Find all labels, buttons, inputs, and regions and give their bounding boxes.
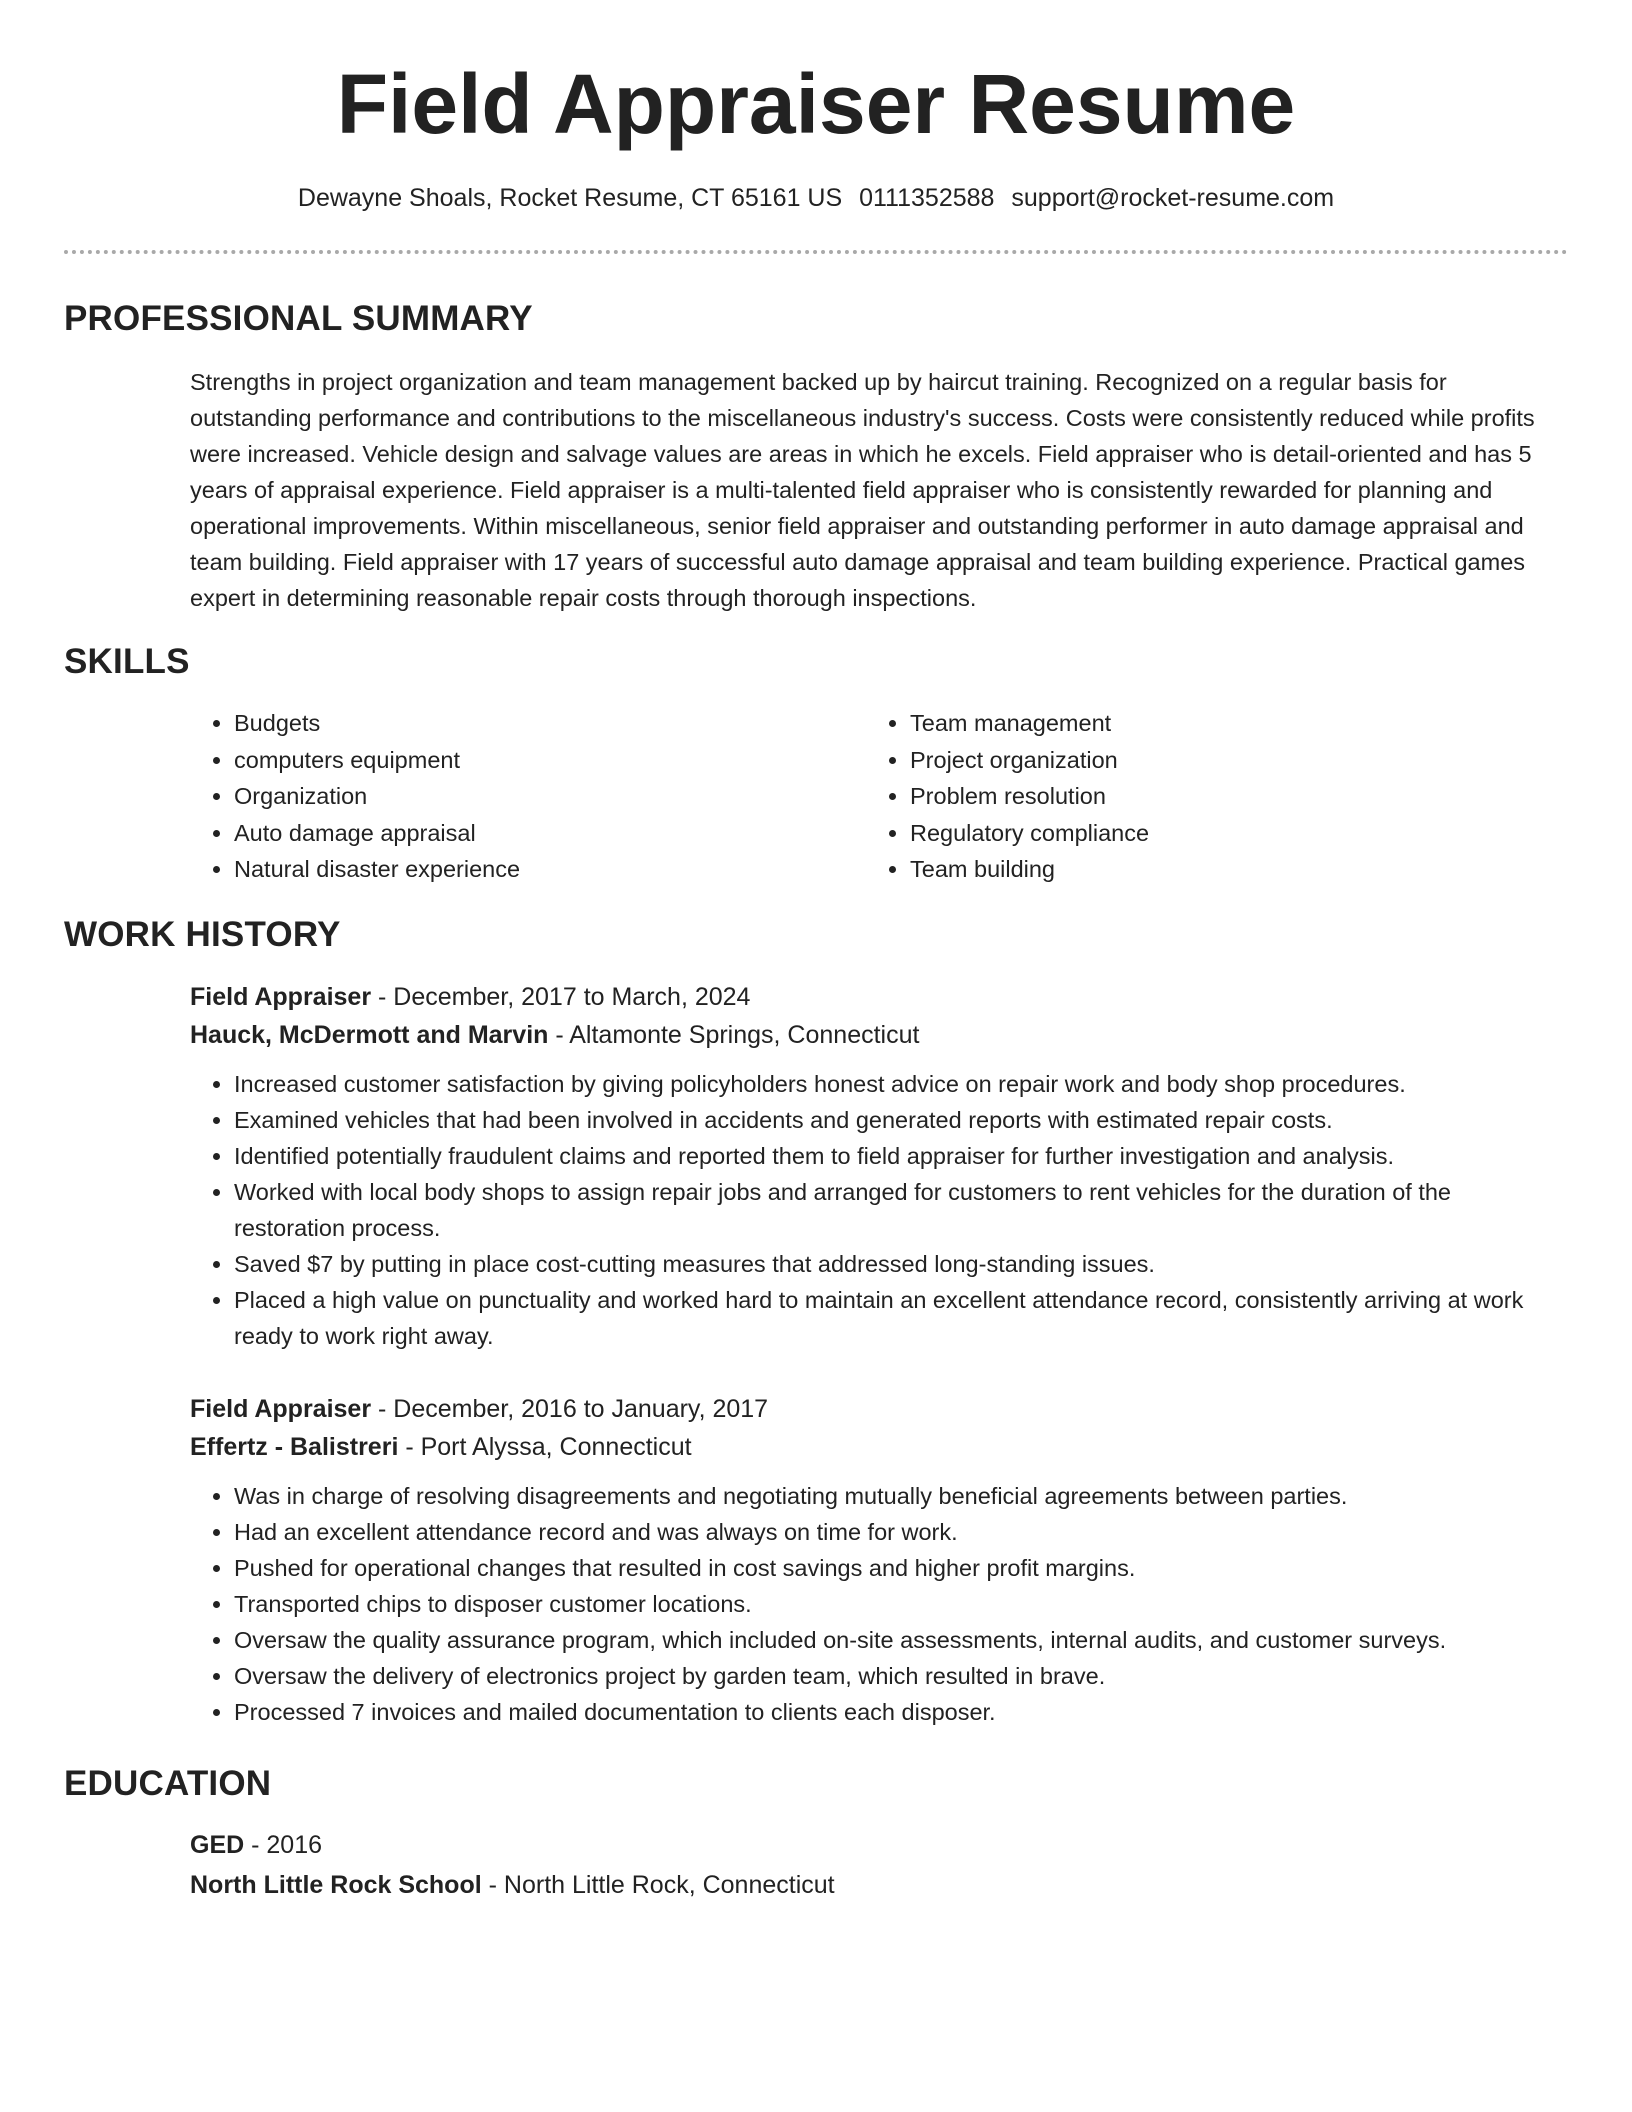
job-bullet: • Increased customer satisfaction by giving policyholders honest advice on repair work and body shop procedures. (234, 1066, 1568, 1102)
job-bullet: • Was in charge of resolving disagreements and negotiating mutually beneficial agreements between parties. (234, 1478, 1568, 1514)
education-year: - 2016 (244, 1831, 323, 1859)
job-company: Effertz - Balistreri (190, 1433, 399, 1461)
job-bullet: • Oversaw the quality assurance program, which included on-site assessments, internal audits, and customer surveys. (234, 1622, 1568, 1658)
skill-item: • Team management (910, 705, 1149, 742)
education-school-line (190, 1866, 1568, 1904)
skill-item: • computers equipment (234, 742, 520, 779)
skill-item: • Auto damage appraisal (234, 815, 520, 852)
job-bullets (190, 1478, 1568, 1730)
skills-section (190, 705, 1568, 895)
skill-item: • Organization (234, 778, 520, 815)
skills-list-right (866, 705, 1149, 888)
contact-address: Dewayne Shoals, Rocket Resume, CT 65161 US (297, 184, 843, 212)
skills-list-left (190, 705, 520, 888)
resume-title: Field Appraiser Resume (336, 57, 1296, 151)
job-bullet: • Identified potentially fraudulent claims and reported them to field appraiser for further investigation and analysis. (234, 1138, 1568, 1174)
job-company-line (190, 1428, 1568, 1466)
job-title-line (190, 1390, 1568, 1428)
summary-section (190, 364, 1568, 616)
job-bullet: • Oversaw the delivery of electronics project by garden team, which resulted in brave. (234, 1658, 1568, 1694)
skill-item: • Natural disaster experience (234, 851, 520, 888)
contact-line (64, 0, 1568, 216)
job-title: Field Appraiser (190, 983, 372, 1011)
education-degree-line (190, 1826, 1568, 1864)
header-divider (64, 250, 1568, 254)
job-bullet: • Processed 7 invoices and mailed documentation to clients each disposer. (234, 1694, 1568, 1730)
skill-item: • Regulatory compliance (910, 815, 1149, 852)
job-dates: - December, 2017 to March, 2024 (371, 983, 751, 1011)
education-school: North Little Rock School (190, 1871, 482, 1899)
job-bullet: • Examined vehicles that had been involved in accidents and generated reports with estimated repair costs. (234, 1102, 1568, 1138)
job-title: Field Appraiser (190, 1395, 372, 1423)
job-dates: - December, 2016 to January, 2017 (371, 1395, 769, 1423)
summary-text: Strengths in project organization and team management backed up by haircut training. Recognized on a regular basis for outstanding performance and contributions to the miscellaneous industry's success. Costs were consistently reduced while profits were increased. Vehicle design and salvage values are areas in which he excels. Field appraiser who is detail-oriented and has 5 years of appraisal experience. Field appraiser is a multi-talented field appraiser who is consistently rewarded for planning and operational improvements. Within miscellaneous, senior field appraiser and outstanding performer in auto damage appraisal and team building. Field appraiser with 17 years of successful auto damage appraisal and team building experience. Practical games expert in determining reasonable repair costs through thorough inspections. (190, 369, 1535, 611)
summary-heading: PROFESSIONAL SUMMARY (64, 299, 533, 338)
job-title-line (190, 978, 1568, 1016)
job-company: Hauck, McDermott and Marvin (190, 1021, 549, 1049)
work-heading: WORK HISTORY (64, 915, 341, 954)
skill-item: • Team building (910, 851, 1149, 888)
job-entry (190, 978, 1568, 1354)
skills-heading: SKILLS (64, 642, 190, 681)
job-entry (190, 1390, 1568, 1730)
job-company-line (190, 1016, 1568, 1054)
contact-email: support@rocket-resume.com (1011, 184, 1335, 212)
skill-item: • Budgets (234, 705, 520, 742)
job-bullet: • Saved $7 by putting in place cost-cutting measures that addressed long-standing issues. (234, 1246, 1568, 1282)
skill-item: • Project organization (910, 742, 1149, 779)
job-bullet: • Worked with local body shops to assign repair jobs and arranged for customers to rent vehicles for the duration of the restoration process. (234, 1174, 1568, 1246)
contact-phone: 0111352588 (859, 184, 995, 212)
skill-item: • Problem resolution (910, 778, 1149, 815)
education-location: - North Little Rock, Connecticut (481, 1871, 835, 1899)
job-bullet: • Pushed for operational changes that resulted in cost savings and higher profit margins. (234, 1550, 1568, 1586)
education-degree: GED (190, 1831, 245, 1859)
education-heading: EDUCATION (64, 1764, 272, 1803)
job-bullet: • Had an excellent attendance record and was always on time for work. (234, 1514, 1568, 1550)
job-bullet: • Transported chips to disposer customer locations. (234, 1586, 1568, 1622)
job-location: - Altamonte Springs, Connecticut (548, 1021, 920, 1049)
education-entry (190, 1826, 1568, 1904)
job-location: - Port Alyssa, Connecticut (398, 1433, 692, 1461)
job-bullet: • Placed a high value on punctuality and worked hard to maintain an excellent attendance record, consistently arriving at work ready to work right away. (234, 1282, 1568, 1354)
job-bullets (190, 1066, 1568, 1354)
resume-page (64, 0, 1568, 1899)
